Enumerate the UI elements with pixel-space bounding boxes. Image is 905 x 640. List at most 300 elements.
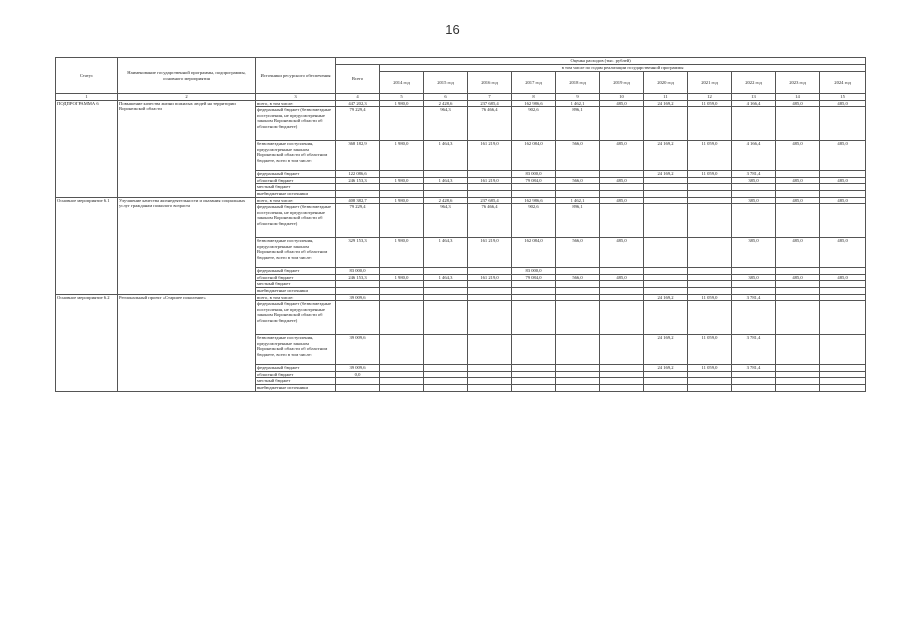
value-cell <box>512 287 556 294</box>
value-cell <box>644 371 688 378</box>
value-cell <box>644 204 688 238</box>
source-label: внебюджетные источники <box>256 190 336 197</box>
value-cell: 1 980,0 <box>380 141 424 171</box>
value-cell: 566,0 <box>556 141 600 171</box>
value-cell <box>732 190 776 197</box>
value-cell <box>644 190 688 197</box>
value-cell: 0,0 <box>336 371 380 378</box>
value-cell: 162 084,0 <box>512 141 556 171</box>
column-number: 3 <box>256 94 336 101</box>
value-cell: 24 169,2 <box>644 365 688 372</box>
block-name: Улучшение качества жизнедеятельности и оказания социальных услуг гражданам пожилого возраста <box>118 197 256 294</box>
value-cell <box>600 384 644 391</box>
value-cell: 161 219,0 <box>468 238 512 268</box>
value-cell: 39 009,6 <box>336 365 380 372</box>
source-label: местный бюджет <box>256 281 336 288</box>
value-cell <box>732 287 776 294</box>
value-cell: 385,0 <box>732 197 776 204</box>
value-cell <box>380 294 424 301</box>
value-cell <box>820 281 866 288</box>
value-cell <box>512 378 556 385</box>
value-cell <box>468 171 512 178</box>
value-cell <box>380 384 424 391</box>
value-cell <box>600 107 644 141</box>
value-cell <box>600 190 644 197</box>
value-cell <box>556 335 600 365</box>
value-cell <box>688 204 732 238</box>
value-cell <box>688 274 732 281</box>
value-cell <box>380 184 424 191</box>
value-cell <box>820 287 866 294</box>
value-cell: 11 059,0 <box>688 335 732 365</box>
value-cell <box>688 281 732 288</box>
value-cell <box>820 184 866 191</box>
value-cell <box>468 190 512 197</box>
value-cell <box>556 384 600 391</box>
value-cell <box>776 107 820 141</box>
value-cell: 902,6 <box>512 107 556 141</box>
value-cell <box>644 384 688 391</box>
value-cell <box>468 365 512 372</box>
value-cell <box>380 365 424 372</box>
header-year: 2017 год <box>512 72 556 94</box>
value-cell: 964,3 <box>424 204 468 238</box>
value-cell: 246 153,3 <box>336 274 380 281</box>
value-cell: 162 084,0 <box>512 238 556 268</box>
column-number: 11 <box>644 94 688 101</box>
value-cell <box>380 287 424 294</box>
value-cell <box>600 301 644 335</box>
header-year: 2014 год <box>380 72 424 94</box>
value-cell: 1 462,1 <box>556 197 600 204</box>
value-cell <box>644 238 688 268</box>
value-cell: 79 229,4 <box>336 204 380 238</box>
value-cell: 385,0 <box>732 274 776 281</box>
value-cell: 11 059,0 <box>688 141 732 171</box>
column-number: 5 <box>380 94 424 101</box>
value-cell <box>512 301 556 335</box>
value-cell <box>556 184 600 191</box>
value-cell <box>688 384 732 391</box>
value-cell <box>556 287 600 294</box>
value-cell: 485,0 <box>820 197 866 204</box>
value-cell <box>600 294 644 301</box>
value-cell <box>468 294 512 301</box>
value-cell: 83 000,0 <box>512 268 556 275</box>
value-cell <box>512 184 556 191</box>
value-cell: 24 169,2 <box>644 141 688 171</box>
value-cell <box>468 371 512 378</box>
value-cell <box>336 281 380 288</box>
value-cell <box>776 204 820 238</box>
value-cell: 408 382,7 <box>336 197 380 204</box>
value-cell <box>336 301 380 335</box>
value-cell <box>776 268 820 275</box>
value-cell <box>644 268 688 275</box>
value-cell <box>776 294 820 301</box>
header-estimate: Оценка расходов (тыс. рублей) <box>336 58 866 65</box>
value-cell: 79 084,0 <box>512 274 556 281</box>
value-cell <box>600 204 644 238</box>
value-cell <box>468 335 512 365</box>
value-cell <box>776 365 820 372</box>
source-label: всего, в том числе: <box>256 197 336 204</box>
value-cell: 4 166,4 <box>732 100 776 107</box>
value-cell: 1 464,3 <box>424 141 468 171</box>
value-cell <box>424 294 468 301</box>
value-cell: 485,0 <box>600 197 644 204</box>
value-cell: 1 980,0 <box>380 238 424 268</box>
value-cell: 162 986,6 <box>512 197 556 204</box>
value-cell: 4 166,4 <box>732 141 776 171</box>
value-cell <box>380 371 424 378</box>
value-cell <box>688 107 732 141</box>
value-cell <box>776 281 820 288</box>
value-cell: 79 084,0 <box>512 177 556 184</box>
value-cell <box>600 371 644 378</box>
value-cell <box>380 268 424 275</box>
value-cell <box>468 301 512 335</box>
value-cell <box>820 294 866 301</box>
value-cell <box>688 301 732 335</box>
value-cell <box>468 384 512 391</box>
value-cell: 1 980,0 <box>380 177 424 184</box>
value-cell <box>688 238 732 268</box>
header-year: 2015 год <box>424 72 468 94</box>
value-cell <box>380 171 424 178</box>
value-cell: 566,0 <box>556 177 600 184</box>
column-number: 9 <box>556 94 600 101</box>
value-cell: 485,0 <box>820 274 866 281</box>
source-label: безвозмездные поступления, предусмотренные законом Воронежской области об областном бюджете, всего в том числе: <box>256 335 336 365</box>
value-cell: 485,0 <box>776 238 820 268</box>
source-label: внебюджетные источники <box>256 287 336 294</box>
value-cell: 2 428,6 <box>424 197 468 204</box>
value-cell: 485,0 <box>820 177 866 184</box>
value-cell <box>732 378 776 385</box>
block-status: Основное мероприятие 6.2 <box>56 294 118 391</box>
value-cell <box>776 378 820 385</box>
value-cell: 11 059,0 <box>688 100 732 107</box>
header-by-years: в том числе по годам реализации государственной программы <box>380 65 866 72</box>
value-cell <box>512 365 556 372</box>
value-cell <box>644 274 688 281</box>
value-cell <box>556 378 600 385</box>
value-cell <box>380 335 424 365</box>
value-cell <box>600 287 644 294</box>
value-cell: 39 009,6 <box>336 294 380 301</box>
value-cell <box>820 107 866 141</box>
value-cell: 329 153,3 <box>336 238 380 268</box>
source-label: местный бюджет <box>256 378 336 385</box>
column-number: 6 <box>424 94 468 101</box>
value-cell: 76 466,4 <box>468 204 512 238</box>
block-status: ПОДПРОГРАММА 6 <box>56 100 118 197</box>
value-cell <box>820 301 866 335</box>
value-cell: 161 219,0 <box>468 274 512 281</box>
value-cell <box>336 184 380 191</box>
value-cell <box>512 281 556 288</box>
value-cell <box>644 197 688 204</box>
value-cell: 24 169,2 <box>644 294 688 301</box>
source-label: всего, в том числе: <box>256 100 336 107</box>
source-label: безвозмездные поступления, предусмотренные законом Воронежской области об областном бюджете, всего в том числе: <box>256 238 336 268</box>
value-cell: 1 464,3 <box>424 238 468 268</box>
value-cell: 237 685,4 <box>468 100 512 107</box>
source-label: федеральный бюджет (безвозмездные поступления, не предусмотренные законом Воронежской области об областном бюджете) <box>256 301 336 335</box>
value-cell <box>688 190 732 197</box>
value-cell <box>556 281 600 288</box>
source-label: безвозмездные поступления, предусмотренные законом Воронежской области об областном бюджете, всего в том числе: <box>256 141 336 171</box>
value-cell <box>820 335 866 365</box>
source-label: внебюджетные источники <box>256 384 336 391</box>
value-cell: 1 980,0 <box>380 274 424 281</box>
value-cell <box>556 171 600 178</box>
value-cell <box>820 384 866 391</box>
block-name: Региональный проект «Старшее поколение» <box>118 294 256 391</box>
value-cell: 485,0 <box>600 177 644 184</box>
value-cell: 83 000,0 <box>336 268 380 275</box>
header-year: 2016 год <box>468 72 512 94</box>
value-cell <box>556 365 600 372</box>
table-row <box>56 197 866 204</box>
value-cell: 161 219,0 <box>468 141 512 171</box>
value-cell: 79 229,4 <box>336 107 380 141</box>
column-number: 7 <box>468 94 512 101</box>
column-number: 15 <box>820 94 866 101</box>
value-cell <box>336 378 380 385</box>
value-cell: 162 986,6 <box>512 100 556 107</box>
value-cell <box>556 301 600 335</box>
value-cell: 485,0 <box>776 197 820 204</box>
value-cell <box>776 287 820 294</box>
value-cell: 1 464,3 <box>424 274 468 281</box>
value-cell <box>424 301 468 335</box>
source-label: федеральный бюджет (безвозмездные поступления, не предусмотренные законом Воронежской области об областном бюджете) <box>256 204 336 238</box>
value-cell: 2 428,6 <box>424 100 468 107</box>
value-cell <box>380 301 424 335</box>
source-label: областной бюджет <box>256 274 336 281</box>
value-cell <box>820 378 866 385</box>
value-cell: 896,1 <box>556 107 600 141</box>
header-year: 2024 год <box>820 72 866 94</box>
source-label: федеральный бюджет <box>256 171 336 178</box>
value-cell <box>556 268 600 275</box>
value-cell <box>732 107 776 141</box>
value-cell <box>644 301 688 335</box>
value-cell <box>380 190 424 197</box>
value-cell: 3 781,4 <box>732 171 776 178</box>
source-label: областной бюджет <box>256 371 336 378</box>
value-cell: 566,0 <box>556 238 600 268</box>
value-cell: 896,1 <box>556 204 600 238</box>
value-cell <box>776 171 820 178</box>
value-cell <box>732 371 776 378</box>
value-cell <box>820 371 866 378</box>
value-cell <box>600 281 644 288</box>
header-year: 2019 год <box>600 72 644 94</box>
value-cell <box>776 335 820 365</box>
header-year: 2022 год <box>732 72 776 94</box>
value-cell <box>512 335 556 365</box>
header-year: 2023 год <box>776 72 820 94</box>
value-cell <box>776 384 820 391</box>
value-cell <box>732 281 776 288</box>
source-label: федеральный бюджет (безвозмездные поступления, не предусмотренные законом Воронежской области об областном бюджете) <box>256 107 336 141</box>
value-cell: 485,0 <box>776 141 820 171</box>
value-cell <box>820 190 866 197</box>
value-cell: 83 000,0 <box>512 171 556 178</box>
value-cell <box>424 335 468 365</box>
value-cell <box>732 301 776 335</box>
column-number: 2 <box>118 94 256 101</box>
value-cell <box>644 177 688 184</box>
value-cell <box>820 365 866 372</box>
value-cell <box>424 384 468 391</box>
value-cell <box>556 371 600 378</box>
value-cell <box>820 204 866 238</box>
header-source: Источники ресурсного обеспечения <box>256 58 336 94</box>
value-cell: 3 781,4 <box>732 294 776 301</box>
value-cell: 1 980,0 <box>380 100 424 107</box>
source-label: всего, в том числе: <box>256 294 336 301</box>
value-cell <box>776 371 820 378</box>
column-number: 13 <box>732 94 776 101</box>
value-cell: 24 169,2 <box>644 171 688 178</box>
value-cell <box>336 384 380 391</box>
value-cell <box>600 365 644 372</box>
source-label: федеральный бюджет <box>256 365 336 372</box>
value-cell <box>820 171 866 178</box>
header-name: Наименование государственной программы, подпрограммы, основного мероприятия <box>118 58 256 94</box>
value-cell: 3 781,4 <box>732 365 776 372</box>
header-year: 2020 год <box>644 72 688 94</box>
value-cell <box>688 184 732 191</box>
value-cell <box>468 378 512 385</box>
value-cell <box>424 184 468 191</box>
value-cell <box>688 268 732 275</box>
value-cell <box>644 287 688 294</box>
column-number: 12 <box>688 94 732 101</box>
value-cell <box>600 335 644 365</box>
value-cell <box>512 190 556 197</box>
header-status: Статус <box>56 58 118 94</box>
value-cell <box>820 268 866 275</box>
value-cell <box>424 371 468 378</box>
value-cell: 76 466,4 <box>468 107 512 141</box>
source-label: областной бюджет <box>256 177 336 184</box>
value-cell <box>688 287 732 294</box>
header-year: 2021 год <box>688 72 732 94</box>
column-number: 4 <box>336 94 380 101</box>
value-cell <box>732 204 776 238</box>
value-cell <box>380 107 424 141</box>
value-cell: 485,0 <box>776 274 820 281</box>
source-label: федеральный бюджет <box>256 268 336 275</box>
value-cell <box>732 268 776 275</box>
value-cell <box>556 294 600 301</box>
column-number: 8 <box>512 94 556 101</box>
value-cell <box>600 268 644 275</box>
value-cell: 566,0 <box>556 274 600 281</box>
value-cell <box>644 107 688 141</box>
source-label: местный бюджет <box>256 184 336 191</box>
value-cell <box>688 371 732 378</box>
value-cell: 485,0 <box>600 141 644 171</box>
value-cell: 485,0 <box>600 100 644 107</box>
value-cell <box>424 378 468 385</box>
table-row <box>56 294 866 301</box>
header-total: Всего <box>336 65 380 94</box>
value-cell <box>424 281 468 288</box>
value-cell <box>512 294 556 301</box>
value-cell <box>424 287 468 294</box>
value-cell: 485,0 <box>776 100 820 107</box>
value-cell <box>336 287 380 294</box>
value-cell: 368 182,9 <box>336 141 380 171</box>
value-cell <box>688 197 732 204</box>
header-year: 2018 год <box>556 72 600 94</box>
value-cell: 24 169,2 <box>644 335 688 365</box>
value-cell <box>644 281 688 288</box>
budget-table <box>55 57 866 392</box>
value-cell: 1 980,0 <box>380 197 424 204</box>
value-cell: 385,0 <box>732 177 776 184</box>
value-cell <box>512 371 556 378</box>
value-cell <box>600 171 644 178</box>
value-cell: 485,0 <box>820 238 866 268</box>
value-cell <box>600 378 644 385</box>
value-cell <box>380 378 424 385</box>
value-cell <box>424 190 468 197</box>
value-cell: 485,0 <box>600 238 644 268</box>
column-number: 1 <box>56 94 118 101</box>
table-row <box>56 100 866 107</box>
page-number: 16 <box>445 22 460 37</box>
value-cell <box>424 365 468 372</box>
value-cell: 24 169,2 <box>644 100 688 107</box>
value-cell <box>688 378 732 385</box>
value-cell <box>468 184 512 191</box>
value-cell <box>468 287 512 294</box>
value-cell <box>776 184 820 191</box>
value-cell <box>468 281 512 288</box>
value-cell: 39 009,6 <box>336 335 380 365</box>
value-cell: 485,0 <box>776 177 820 184</box>
value-cell: 1 462,1 <box>556 100 600 107</box>
value-cell <box>336 190 380 197</box>
value-cell: 1 464,3 <box>424 177 468 184</box>
value-cell: 122 086,6 <box>336 171 380 178</box>
value-cell <box>380 204 424 238</box>
block-name: Повышение качества жизни пожилых людей на территории Воронежской области <box>118 100 256 197</box>
value-cell: 485,0 <box>820 141 866 171</box>
value-cell: 385,0 <box>732 238 776 268</box>
value-cell <box>776 190 820 197</box>
value-cell: 161 219,0 <box>468 177 512 184</box>
value-cell: 11 059,0 <box>688 294 732 301</box>
column-number: 10 <box>600 94 644 101</box>
value-cell: 246 153,3 <box>336 177 380 184</box>
value-cell <box>600 184 644 191</box>
value-cell: 485,0 <box>820 100 866 107</box>
value-cell <box>776 301 820 335</box>
value-cell <box>380 281 424 288</box>
value-cell: 964,3 <box>424 107 468 141</box>
value-cell <box>732 384 776 391</box>
block-status: Основное мероприятие 6.1 <box>56 197 118 294</box>
value-cell: 237 685,4 <box>468 197 512 204</box>
